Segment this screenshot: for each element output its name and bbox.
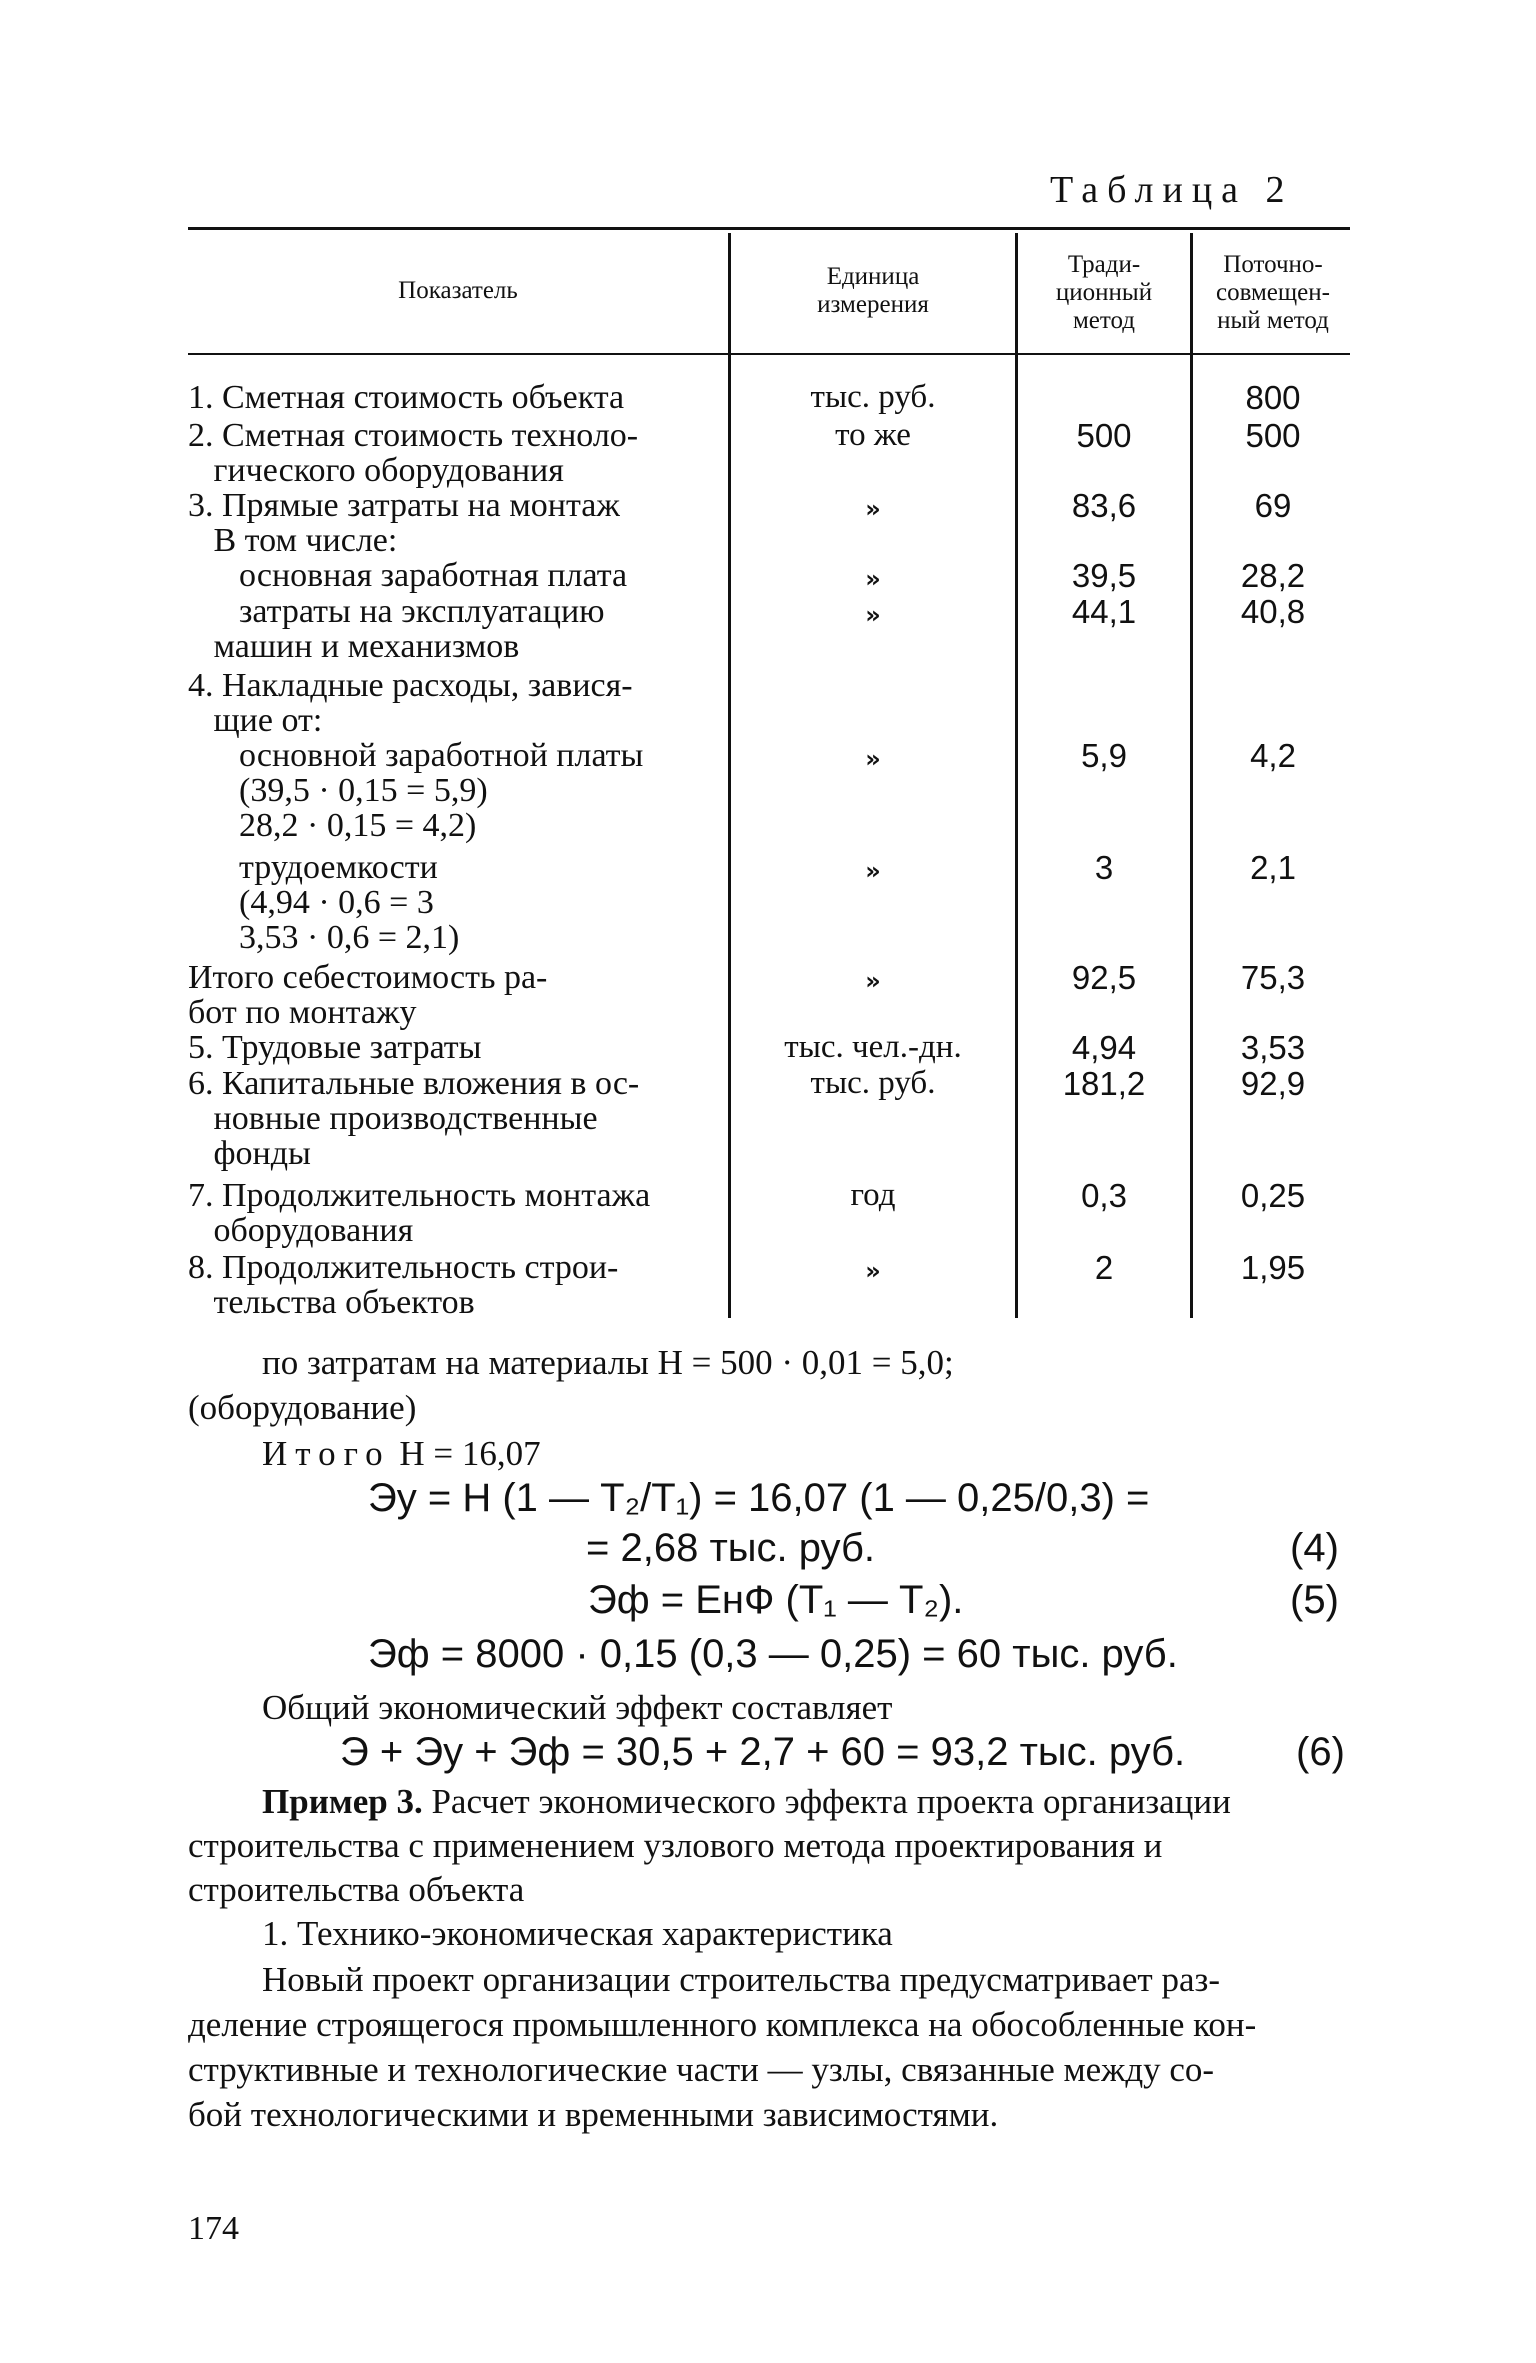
page-number: 174	[188, 2210, 239, 2247]
row-label: основной заработной платы (39,5 · 0,15 = 5,9) 28,2 · 0,15 = 4,2)	[188, 737, 644, 844]
row-unit: »	[865, 967, 881, 995]
row-flow-value: 92,9	[1240, 1065, 1306, 1102]
row-unit: »	[865, 1257, 881, 1285]
text-line: строительства с применением узлового метода проектирования и	[188, 1826, 1163, 1865]
header-traditional: Тради- ционный метод	[1055, 251, 1153, 334]
formula-eu: Эу = Н (1 — Т₂/Т₁) = 16,07 (1 — 0,25/0,3) =	[368, 1476, 1150, 1520]
row-unit: »	[865, 565, 881, 593]
row-flow-value: 500	[1245, 417, 1301, 454]
row-traditional-value: 5,9	[1081, 737, 1127, 774]
row-flow-value: 69	[1254, 487, 1292, 524]
row-unit: то же	[835, 417, 911, 453]
row-flow-value: 800	[1245, 379, 1301, 416]
row-label: основная заработная плата	[188, 557, 628, 594]
row-traditional-value: 4,94	[1071, 1029, 1137, 1066]
row-flow-value: 1,95	[1240, 1249, 1306, 1286]
row-traditional-value: 3	[1094, 849, 1114, 886]
paragraph-line: Новый проект организации строительства предусматривает раз-	[262, 1960, 1220, 1999]
equation-number: (4)	[1290, 1526, 1339, 1570]
row-flow-value: 0,25	[1240, 1177, 1306, 1214]
row-label: 1. Сметная стоимость объекта	[188, 379, 625, 416]
text-line: строительства объекта	[188, 1870, 525, 1909]
header-flow: Поточно- совмещен- ный метод	[1216, 251, 1330, 334]
row-unit: тыс. руб.	[810, 1065, 936, 1101]
equation-number: (5)	[1290, 1578, 1339, 1622]
formula-ef: Эф = ЕнФ (Т₁ — Т₂).	[588, 1578, 964, 1622]
row-unit: »	[865, 745, 881, 773]
text-line: (оборудование)	[188, 1388, 417, 1427]
row-flow-value: 75,3	[1240, 959, 1306, 996]
text-line: по затратам на материалы Н = 500 · 0,01 = 5,0;	[262, 1343, 954, 1382]
row-traditional-value: 181,2	[1062, 1065, 1146, 1102]
row-traditional-value: 500	[1076, 417, 1132, 454]
row-unit: тыс. руб.	[810, 379, 936, 415]
table-top-rule	[188, 227, 1350, 230]
row-flow-value: 4,2	[1250, 737, 1296, 774]
row-label: 3. Прямые затраты на монтаж В том числе:	[188, 487, 620, 559]
row-traditional-value: 2	[1094, 1249, 1114, 1286]
row-label: 8. Продолжительность строи- тельства объектов	[188, 1249, 619, 1321]
row-traditional-value: 44,1	[1071, 593, 1137, 630]
table-header-rule	[188, 353, 1350, 355]
paragraph-line: бой технологическими и временными зависимостями.	[188, 2095, 999, 2134]
data-table	[188, 225, 1350, 1321]
formula-ef-calc: Эф = 8000 · 0,15 (0,3 — 0,25) = 60 тыс. руб.	[368, 1632, 1178, 1676]
example-heading: Пример 3. Расчет экономического эффекта проекта организации	[262, 1782, 1231, 1821]
row-traditional-value: 92,5	[1071, 959, 1137, 996]
equation-number: (6)	[1296, 1730, 1345, 1774]
formula-eu-result: = 2,68 тыс. руб.	[586, 1526, 876, 1570]
text-line: Итого Н = 16,07	[262, 1434, 541, 1473]
row-label: 2. Сметная стоимость техноло- гического оборудования	[188, 417, 639, 489]
row-label: трудоемкости (4,94 · 0,6 = 3 3,53 · 0,6 = 2,1)	[188, 849, 460, 956]
row-flow-value: 28,2	[1240, 557, 1306, 594]
row-traditional-value: 83,6	[1071, 487, 1137, 524]
formula-total: Э + Эу + Эф = 30,5 + 2,7 + 60 = 93,2 тыс. руб.	[340, 1730, 1186, 1774]
row-unit: »	[865, 601, 881, 629]
row-label: 5. Трудовые затраты	[188, 1029, 482, 1066]
row-label: 4. Накладные расходы, завися- щие от:	[188, 667, 633, 739]
row-traditional-value: 39,5	[1071, 557, 1137, 594]
row-flow-value: 40,8	[1240, 593, 1306, 630]
paragraph-line: структивные и технологические части — узлы, связанные между со-	[188, 2050, 1215, 2089]
row-flow-value: 2,1	[1250, 849, 1296, 886]
header-indicator: Показатель	[398, 277, 518, 304]
row-label: 7. Продолжительность монтажа оборудования	[188, 1177, 651, 1249]
row-unit: год	[850, 1177, 896, 1213]
row-flow-value: 3,53	[1240, 1029, 1306, 1066]
header-unit: Единица измерения	[817, 263, 929, 318]
paragraph-line: деление строящегося промышленного комплекса на обособленные кон-	[188, 2005, 1257, 2044]
table-caption: Таблица 2	[1050, 169, 1294, 211]
row-label: 6. Капитальные вложения в ос- новные производственные фонды	[188, 1065, 640, 1172]
row-label: Итого себестоимость ра- бот по монтажу	[188, 959, 548, 1031]
column-divider	[1015, 233, 1018, 1318]
section-heading: 1. Технико-экономическая характеристика	[262, 1914, 893, 1953]
row-unit: тыс. чел.-дн.	[784, 1029, 962, 1065]
row-unit: »	[865, 495, 881, 523]
text-line: Общий экономический эффект составляет	[262, 1688, 893, 1727]
row-traditional-value: 0,3	[1081, 1177, 1127, 1214]
row-label: затраты на эксплуатацию машин и механизмов	[188, 593, 605, 665]
row-unit: »	[865, 857, 881, 885]
